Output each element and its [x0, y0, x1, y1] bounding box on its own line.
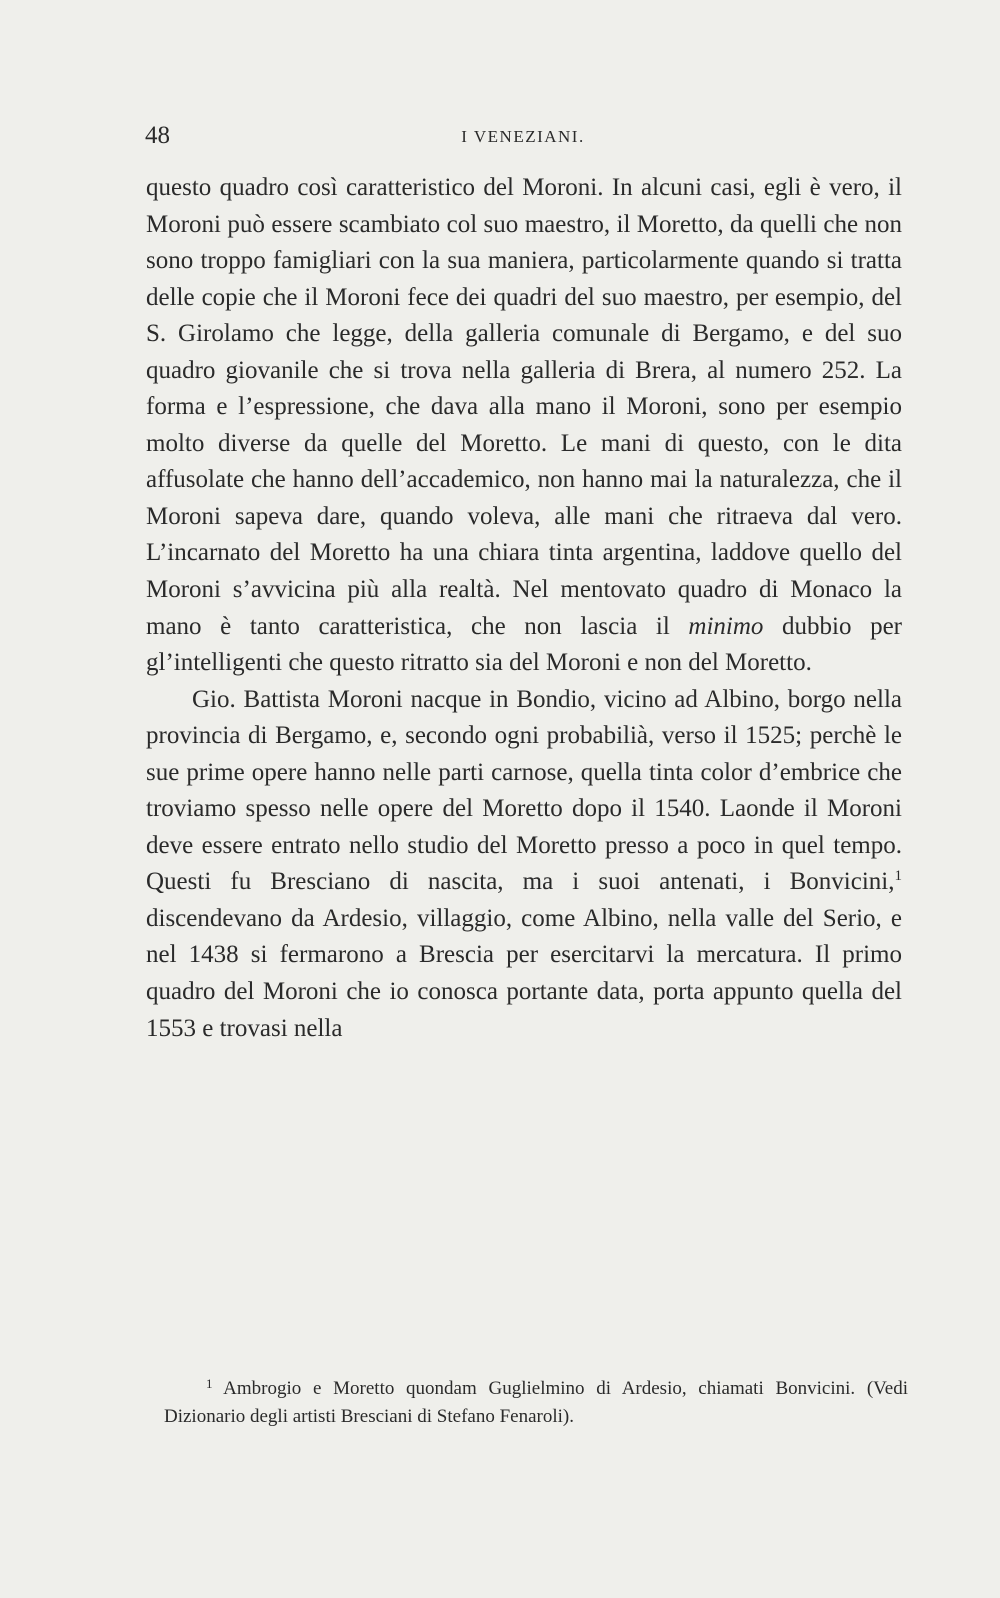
paragraph-1-text-a: questo quadro così caratteristico del Moroni. In alcuni casi, egli è vero, il Moroni può essere scambiato col suo maestro, il Moretto, da quelli che non sono troppo famigliari con la sua maniera, particolarmente quando si tratta delle copie che il Moroni fece dei quadri del suo maestro, per esempio, del S. Girolamo che legge, della galleria comunale di Bergamo, e del suo quadro giovanile che si trova nella galleria di Brera, al numero 252. La forma e l’espressione, che dava alla mano il Moroni, sono per esempio molto diverse da quelle del Moretto. Le mani di questo, con le dita affusolate che hanno dell’accademico, non hanno mai la naturalezza, che il Moroni sapeva dare, quando voleva, alle mani che ritraeva dal vero. L’incarnato del Moretto ha una chiara tinta argentina, laddove quello del Moroni s’avvicina più alla realtà. Nel mentovato quadro di Monaco la mano è tanto caratteristica, che non lascia il: [146, 174, 902, 640]
running-title: I VENEZIANI.: [461, 127, 585, 146]
footnote: [164, 1375, 908, 1431]
page-header: [145, 122, 901, 152]
paragraph-2: [146, 682, 902, 1047]
footnote-reference: 1: [894, 868, 902, 885]
body-text: [146, 170, 902, 1047]
footnote-mark: 1: [206, 1376, 213, 1391]
paragraph-1-italic: minimo: [688, 612, 764, 640]
paragraph-1-text-b: dubbio per gl’intelligenti che questo ritratto sia del Moroni e non del Moretto.: [146, 612, 902, 677]
paragraph-1: [146, 170, 902, 682]
footnote-text: Ambrogio e Moretto quondam Guglielmino di Ardesio, chiamati Bonvicini. (Vedi Dizionario degli artisti Bresciani di Stefano Fenaroli).: [164, 1378, 908, 1427]
paragraph-2-text-a: Gio. Battista Moroni nacque in Bondio, vicino ad Albino, borgo nella provincia di Bergamo, e, secondo ogni probabilià, verso il 1525; perchè le sue prime opere hanno nelle parti carnose, quella tinta color d’embrice che troviamo spesso nelle opere del Moretto dopo il 1540. Laonde il Moroni deve essere entrato nello studio del Moretto presso a poco in quel tempo. Questi fu Bresciano di nascita, ma i suoi antenati, i Bonvicini,: [146, 685, 902, 896]
page-number: 48: [145, 122, 170, 149]
paragraph-2-text-b: discendevano da Ardesio, villaggio, come Albino, nella valle del Serio, e nel 1438 si fermarono a Brescia per esercitarvi la mercatura. Il primo quadro del Moroni che io conosca portante data, porta appunto quella del 1553 e trovasi nella: [146, 904, 902, 1042]
